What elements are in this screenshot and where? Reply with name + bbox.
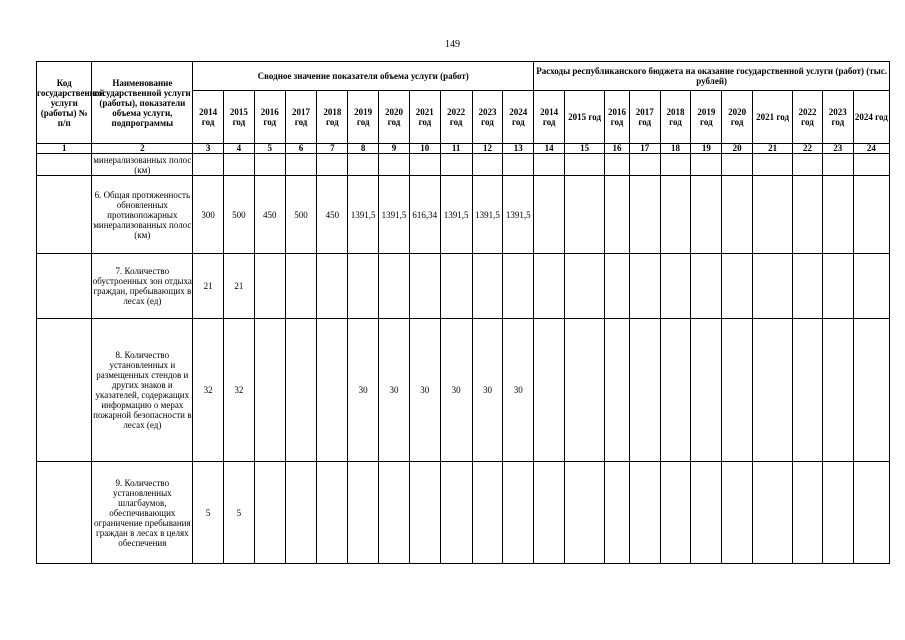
- column-number: 16: [605, 144, 630, 154]
- expense-cell: [565, 154, 605, 176]
- header-expense-group: Расходы республиканского бюджета на оказание государственной услуги (работ) (тыс. рублей): [534, 62, 890, 91]
- expense-cell: [722, 176, 753, 254]
- expense-cell: [753, 254, 793, 319]
- column-number: 10: [409, 144, 440, 154]
- expense-cell: [534, 319, 565, 462]
- header-volume-year: 2017 год: [285, 91, 317, 144]
- volume-cell: [254, 154, 285, 176]
- expense-cell: [629, 176, 660, 254]
- volume-cell: [223, 154, 254, 176]
- expense-cell: [534, 176, 565, 254]
- volume-cell: 1391,5: [379, 176, 410, 254]
- volume-cell: [254, 462, 285, 564]
- expense-cell: [722, 154, 753, 176]
- expense-cell: [853, 176, 889, 254]
- volume-cell: 500: [223, 176, 254, 254]
- column-number: 14: [534, 144, 565, 154]
- column-number: 1: [37, 144, 92, 154]
- volume-cell: [348, 154, 379, 176]
- expense-cell: [565, 254, 605, 319]
- expense-cell: [660, 319, 691, 462]
- volume-cell: 21: [223, 254, 254, 319]
- expense-cell: [565, 319, 605, 462]
- volume-cell: [440, 254, 472, 319]
- expense-cell: [853, 462, 889, 564]
- volume-cell: 450: [317, 176, 348, 254]
- expense-cell: [753, 154, 793, 176]
- volume-cell: 450: [254, 176, 285, 254]
- expense-cell: [853, 319, 889, 462]
- volume-cell: [409, 462, 440, 564]
- row-code: [37, 154, 92, 176]
- row-name: 7. Количество обустроенных зон отдыха граждан, пребывающих в лесах (ед): [92, 254, 193, 319]
- expense-cell: [660, 154, 691, 176]
- expense-cell: [793, 254, 823, 319]
- expense-cell: [722, 319, 753, 462]
- column-number: 21: [753, 144, 793, 154]
- expense-cell: [722, 462, 753, 564]
- header-expense-year: 2014 год: [534, 91, 565, 144]
- expense-cell: [534, 154, 565, 176]
- expense-cell: [660, 254, 691, 319]
- header-volume-year: 2016 год: [254, 91, 285, 144]
- column-number: 5: [254, 144, 285, 154]
- expense-cell: [853, 254, 889, 319]
- expense-cell: [822, 254, 853, 319]
- header-volume-year: 2020 год: [379, 91, 410, 144]
- expense-cell: [629, 319, 660, 462]
- column-number: 17: [629, 144, 660, 154]
- header-volume-year: 2023 год: [472, 91, 503, 144]
- expense-cell: [605, 462, 630, 564]
- volume-cell: [317, 319, 348, 462]
- volume-cell: 30: [440, 319, 472, 462]
- volume-cell: [379, 254, 410, 319]
- expense-cell: [753, 319, 793, 462]
- expense-cell: [565, 462, 605, 564]
- header-code: Код государственной услуги (работы) № п/п: [37, 62, 92, 144]
- table-row: [37, 154, 890, 176]
- volume-cell: [409, 254, 440, 319]
- volume-cell: [472, 254, 503, 319]
- header-expense-year: 2020 год: [722, 91, 753, 144]
- page-number: 149: [445, 39, 460, 50]
- volume-cell: [409, 154, 440, 176]
- volume-cell: [317, 154, 348, 176]
- header-expense-year: 2024 год: [853, 91, 889, 144]
- header-volume-year: 2015 год: [223, 91, 254, 144]
- table-row: [37, 254, 890, 319]
- expense-cell: [534, 254, 565, 319]
- expense-cell: [822, 154, 853, 176]
- volume-cell: 30: [348, 319, 379, 462]
- expense-cell: [691, 154, 722, 176]
- column-number: 24: [853, 144, 889, 154]
- row-code: [37, 319, 92, 462]
- expense-cell: [722, 254, 753, 319]
- volume-cell: [254, 319, 285, 462]
- row-code: [37, 462, 92, 564]
- budget-table: [36, 61, 890, 564]
- expense-cell: [660, 176, 691, 254]
- column-number: 6: [285, 144, 317, 154]
- column-number: 12: [472, 144, 503, 154]
- volume-cell: 32: [223, 319, 254, 462]
- column-number: 18: [660, 144, 691, 154]
- column-number: 22: [793, 144, 823, 154]
- volume-cell: 1391,5: [348, 176, 379, 254]
- volume-cell: [285, 319, 317, 462]
- volume-cell: [317, 254, 348, 319]
- header-volume-year: 2022 год: [440, 91, 472, 144]
- row-name: 8. Количество установленных и размещенных стендов и других знаков и указателей, содержащих информацию о мерах пожарной безопасности в лесах (ед): [92, 319, 193, 462]
- expense-cell: [691, 319, 722, 462]
- expense-cell: [793, 154, 823, 176]
- volume-cell: [193, 154, 224, 176]
- header-name: Наименование государственной услуги (работы), показатели объема услуги, подпрограммы: [92, 62, 193, 144]
- volume-cell: 21: [193, 254, 224, 319]
- volume-cell: [348, 254, 379, 319]
- expense-cell: [660, 462, 691, 564]
- header-volume-group: Сводное значение показателя объема услуги (работ): [193, 62, 534, 91]
- table-row: [37, 319, 890, 462]
- expense-cell: [822, 319, 853, 462]
- volume-cell: [440, 154, 472, 176]
- expense-cell: [793, 319, 823, 462]
- volume-cell: [285, 462, 317, 564]
- header-expense-year: 2016 год: [605, 91, 630, 144]
- volume-cell: [379, 462, 410, 564]
- row-name: минерализованных полос (км): [93, 154, 192, 175]
- expense-cell: [605, 319, 630, 462]
- column-number: 20: [722, 144, 753, 154]
- expense-cell: [691, 254, 722, 319]
- volume-cell: 300: [193, 176, 224, 254]
- volume-cell: 32: [193, 319, 224, 462]
- volume-cell: 30: [472, 319, 503, 462]
- expense-cell: [605, 254, 630, 319]
- expense-cell: [793, 462, 823, 564]
- header-expense-year: 2023 год: [822, 91, 853, 144]
- volume-cell: [472, 462, 503, 564]
- expense-cell: [629, 154, 660, 176]
- table-row: [37, 462, 890, 564]
- volume-cell: [379, 154, 410, 176]
- volume-cell: [348, 462, 379, 564]
- column-number: 3: [193, 144, 224, 154]
- row-name: 9. Количество установленных шлагбаумов, обеспечивающих ограничение пребывания граждан в лесах в целях обеспечения: [92, 462, 193, 564]
- volume-cell: 5: [223, 462, 254, 564]
- header-volume-year: 2018 год: [317, 91, 348, 144]
- volume-cell: 1391,5: [503, 176, 534, 254]
- expense-cell: [753, 462, 793, 564]
- column-number: 11: [440, 144, 472, 154]
- row-code: [37, 176, 92, 254]
- header-expense-year: 2019 год: [691, 91, 722, 144]
- expense-cell: [629, 254, 660, 319]
- expense-cell: [822, 462, 853, 564]
- volume-cell: [440, 462, 472, 564]
- column-number: 7: [317, 144, 348, 154]
- expense-cell: [605, 176, 630, 254]
- volume-cell: 30: [409, 319, 440, 462]
- expense-cell: [753, 176, 793, 254]
- header-expense-year: 2017 год: [629, 91, 660, 144]
- volume-cell: 1391,5: [472, 176, 503, 254]
- volume-cell: [503, 462, 534, 564]
- column-number: 2: [92, 144, 193, 154]
- column-number: 23: [822, 144, 853, 154]
- expense-cell: [691, 176, 722, 254]
- header-volume-year: 2024 год: [503, 91, 534, 144]
- expense-cell: [822, 176, 853, 254]
- volume-cell: 500: [285, 176, 317, 254]
- expense-cell: [793, 176, 823, 254]
- row-name: 6. Общая протяженность обновленных противопожарных минерализованных полос (км): [92, 176, 193, 254]
- expense-cell: [565, 176, 605, 254]
- expense-cell: [534, 462, 565, 564]
- volume-cell: 616,34: [409, 176, 440, 254]
- column-number: 4: [223, 144, 254, 154]
- volume-cell: 1391,5: [440, 176, 472, 254]
- header-expense-year: 2018 год: [660, 91, 691, 144]
- volume-cell: [503, 254, 534, 319]
- volume-cell: 30: [503, 319, 534, 462]
- expense-cell: [629, 462, 660, 564]
- volume-cell: 5: [193, 462, 224, 564]
- volume-cell: [472, 154, 503, 176]
- volume-cell: [285, 254, 317, 319]
- volume-cell: [254, 254, 285, 319]
- column-number: 13: [503, 144, 534, 154]
- table-row: [37, 176, 890, 254]
- header-expense-year: 2021 год: [753, 91, 793, 144]
- header-expense-year: 2022 год: [793, 91, 823, 144]
- header-volume-year: 2021 год: [409, 91, 440, 144]
- column-number: 15: [565, 144, 605, 154]
- expense-cell: [605, 154, 630, 176]
- column-number: 8: [348, 144, 379, 154]
- volume-cell: 30: [379, 319, 410, 462]
- expense-cell: [691, 462, 722, 564]
- header-volume-year: 2019 год: [348, 91, 379, 144]
- volume-cell: [503, 154, 534, 176]
- header-expense-year: 2015 год: [565, 91, 605, 144]
- row-code: [37, 254, 92, 319]
- column-number: 19: [691, 144, 722, 154]
- column-number: 9: [379, 144, 410, 154]
- volume-cell: [285, 154, 317, 176]
- header-volume-year: 2014 год: [193, 91, 224, 144]
- expense-cell: [853, 154, 889, 176]
- volume-cell: [317, 462, 348, 564]
